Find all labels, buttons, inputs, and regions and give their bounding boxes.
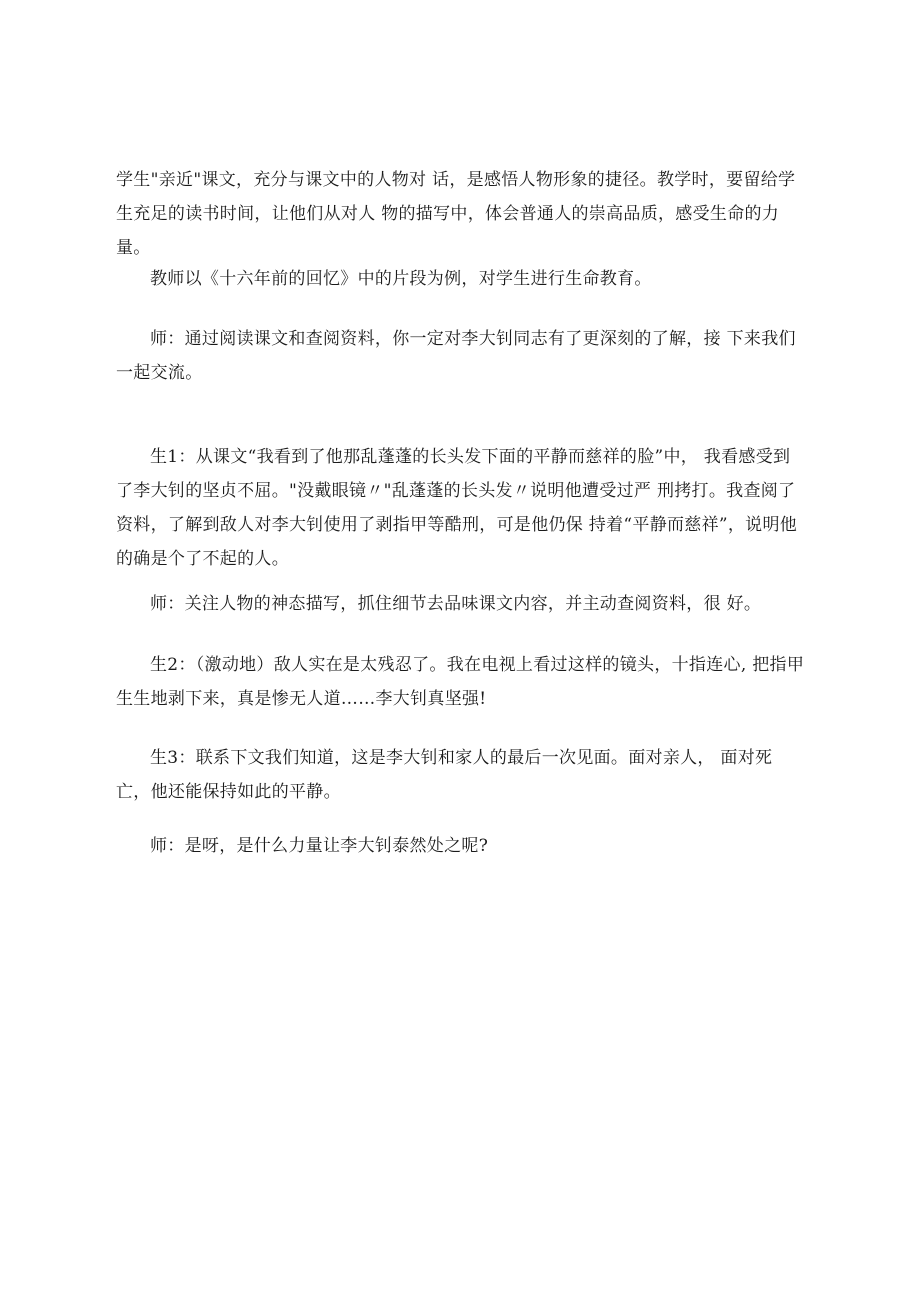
paragraph-teacher-3: 师：是呀，是什么力量让李大钊泰然处之呢?: [150, 836, 489, 856]
paragraph-teacher-1: 师：通过阅读课文和查阅资料，你一定对李大钊同志有了更深刻的了解，接 下来我们一起交流。: [116, 329, 796, 383]
paragraph-student-1: 生1：从课文“我看到了他那乱蓬蓬的长头发下面的平静而慈祥的脸”中， 我看感受到了李大钊的坚贞不屈。"没戴眼镜〃"乱蓬蓬的长头发〃说明他遭受过严 刑拷打。我查阅了资料，了解到敌人对李大钊使用了剥指甲等酷刑，可是他仍保 持着“平静而慈祥”，说明他的确是个了不起的人。: [116, 447, 798, 569]
paragraph-teacher-2: 师：关注人物的神态描写，抓住细节去品味课文内容，并主动查阅资料，很 好。: [150, 594, 762, 614]
paragraph-intro: 学生"亲近"课文，充分与课文中的人物对 话，是感悟人物形象的捷径。教学时，要留给学生充足的读书时间，让他们从对人 物的描写中，体会普通人的崇高品质，感受生命的力量。: [116, 170, 796, 258]
paragraph-student-3: 生3：联系下文我们知道，这是李大钊和家人的最后一次见面。面对亲人， 面对死亡，他还能保持如此的平静。: [116, 748, 773, 802]
paragraph-example-intro: 教师以《十六年前的回忆》中的片段为例，对学生进行生命教育。: [150, 269, 652, 289]
paragraph-student-2: 生2：（激动地）敌人实在是太残忍了。我在电视上看过这样的镜头，十指连心, 把指甲生生地剥下来，真是惨无人道……李大钊真坚强!: [116, 655, 805, 709]
